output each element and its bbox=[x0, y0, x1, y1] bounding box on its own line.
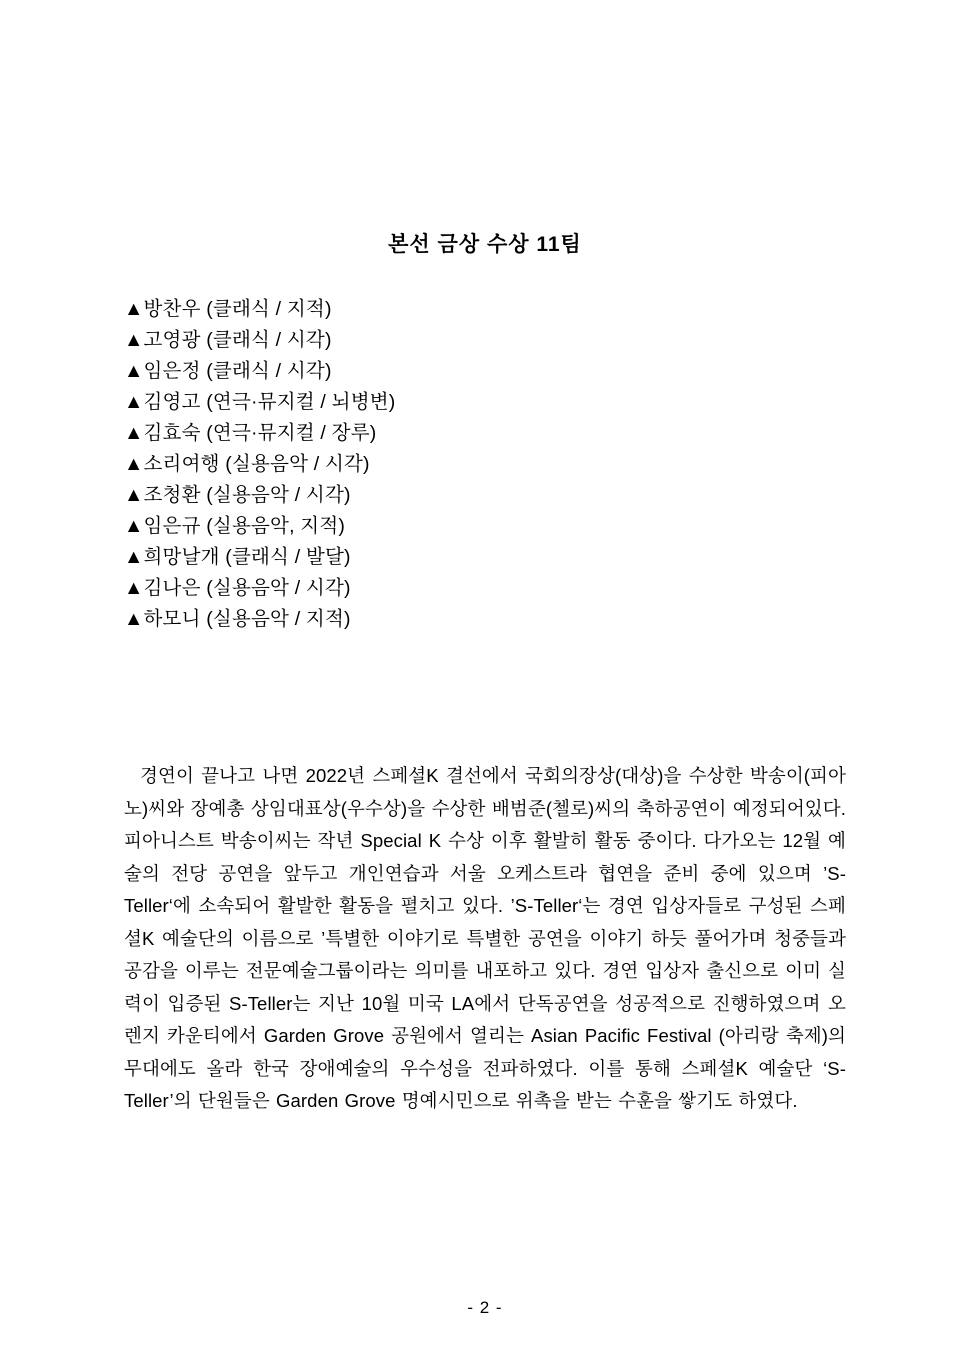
list-item: ▲김효숙 (연극·뮤지컬 / 장루) bbox=[124, 422, 377, 444]
page-title: 본선 금상 수상 11팀 bbox=[388, 233, 582, 256]
body-paragraph: 경연이 끝나고 나면 2022년 스페셜K 결선에서 국회의장상(대상)을 수상한 박송이(피아노)씨와 장예총 상임대표상(우수상)을 수상한 배범준(첼로)씨의 축하공연이 예정되어있다. 피아니스트 박송이씨는 작년 Special K 수상 이후 활발히 활동 중이다. 다가오는 12월 예술의 전당 공연을 앞두고 개인연습과 서울 오케스트라 협연을 준비 중에 있으며 ’S-Teller‘에 소속되어 활발한 활동을 펼치고 있다. ’S-Teller‘는 경연 입상자들로 구성된 스페셜K 예술단의 이름으로 ’특별한 이야기로 특별한 공연을 이야기 하듯 풀어가며 청중들과 공감을 이루는 전문예술그룹이라는 의미를 내포하고 있다. 경연 입상자 출신으로 이미 실력이 입증된 S-Teller는 지난 10월 미국 LA에서 단독공연을 성공적으로 진행하였으며 오렌지 카운티에서 Garden Grove 공원에서 열리는 Asian Pacific Festival (아리랑 축제)의 무대에도 올라 한국 장애예술의 우수성을 전파하였다. 이를 통해 스페셜K 예술단 ‘S-Teller’의 단원들은 Garden Grove 명예시민으로 위촉을 받는 수훈을 쌓기도 하였다. bbox=[124, 765, 846, 1111]
page-number: - 2 - bbox=[467, 1298, 503, 1317]
list-item: ▲김나은 (실용음악 / 시각) bbox=[124, 577, 351, 599]
list-item: ▲방찬우 (클래식 / 지적) bbox=[124, 298, 332, 320]
list-item: ▲임은규 (실용음악, 지적) bbox=[124, 515, 346, 537]
list-item: ▲희망날개 (클래식 / 발달) bbox=[124, 546, 351, 568]
body-text-block bbox=[124, 760, 846, 1118]
list-item: ▲조청환 (실용음악 / 시각) bbox=[124, 484, 351, 506]
list-item: ▲김영고 (연극·뮤지컬 / 뇌병변) bbox=[124, 391, 396, 413]
list-item: ▲하모니 (실용음악 / 지적) bbox=[124, 608, 351, 630]
award-list bbox=[124, 294, 844, 635]
list-item: ▲고영광 (클래식 / 시각) bbox=[124, 329, 332, 351]
list-item: ▲임은정 (클래식 / 시각) bbox=[124, 360, 332, 382]
list-item: ▲소리여행 (실용음악 / 시각) bbox=[124, 453, 370, 475]
